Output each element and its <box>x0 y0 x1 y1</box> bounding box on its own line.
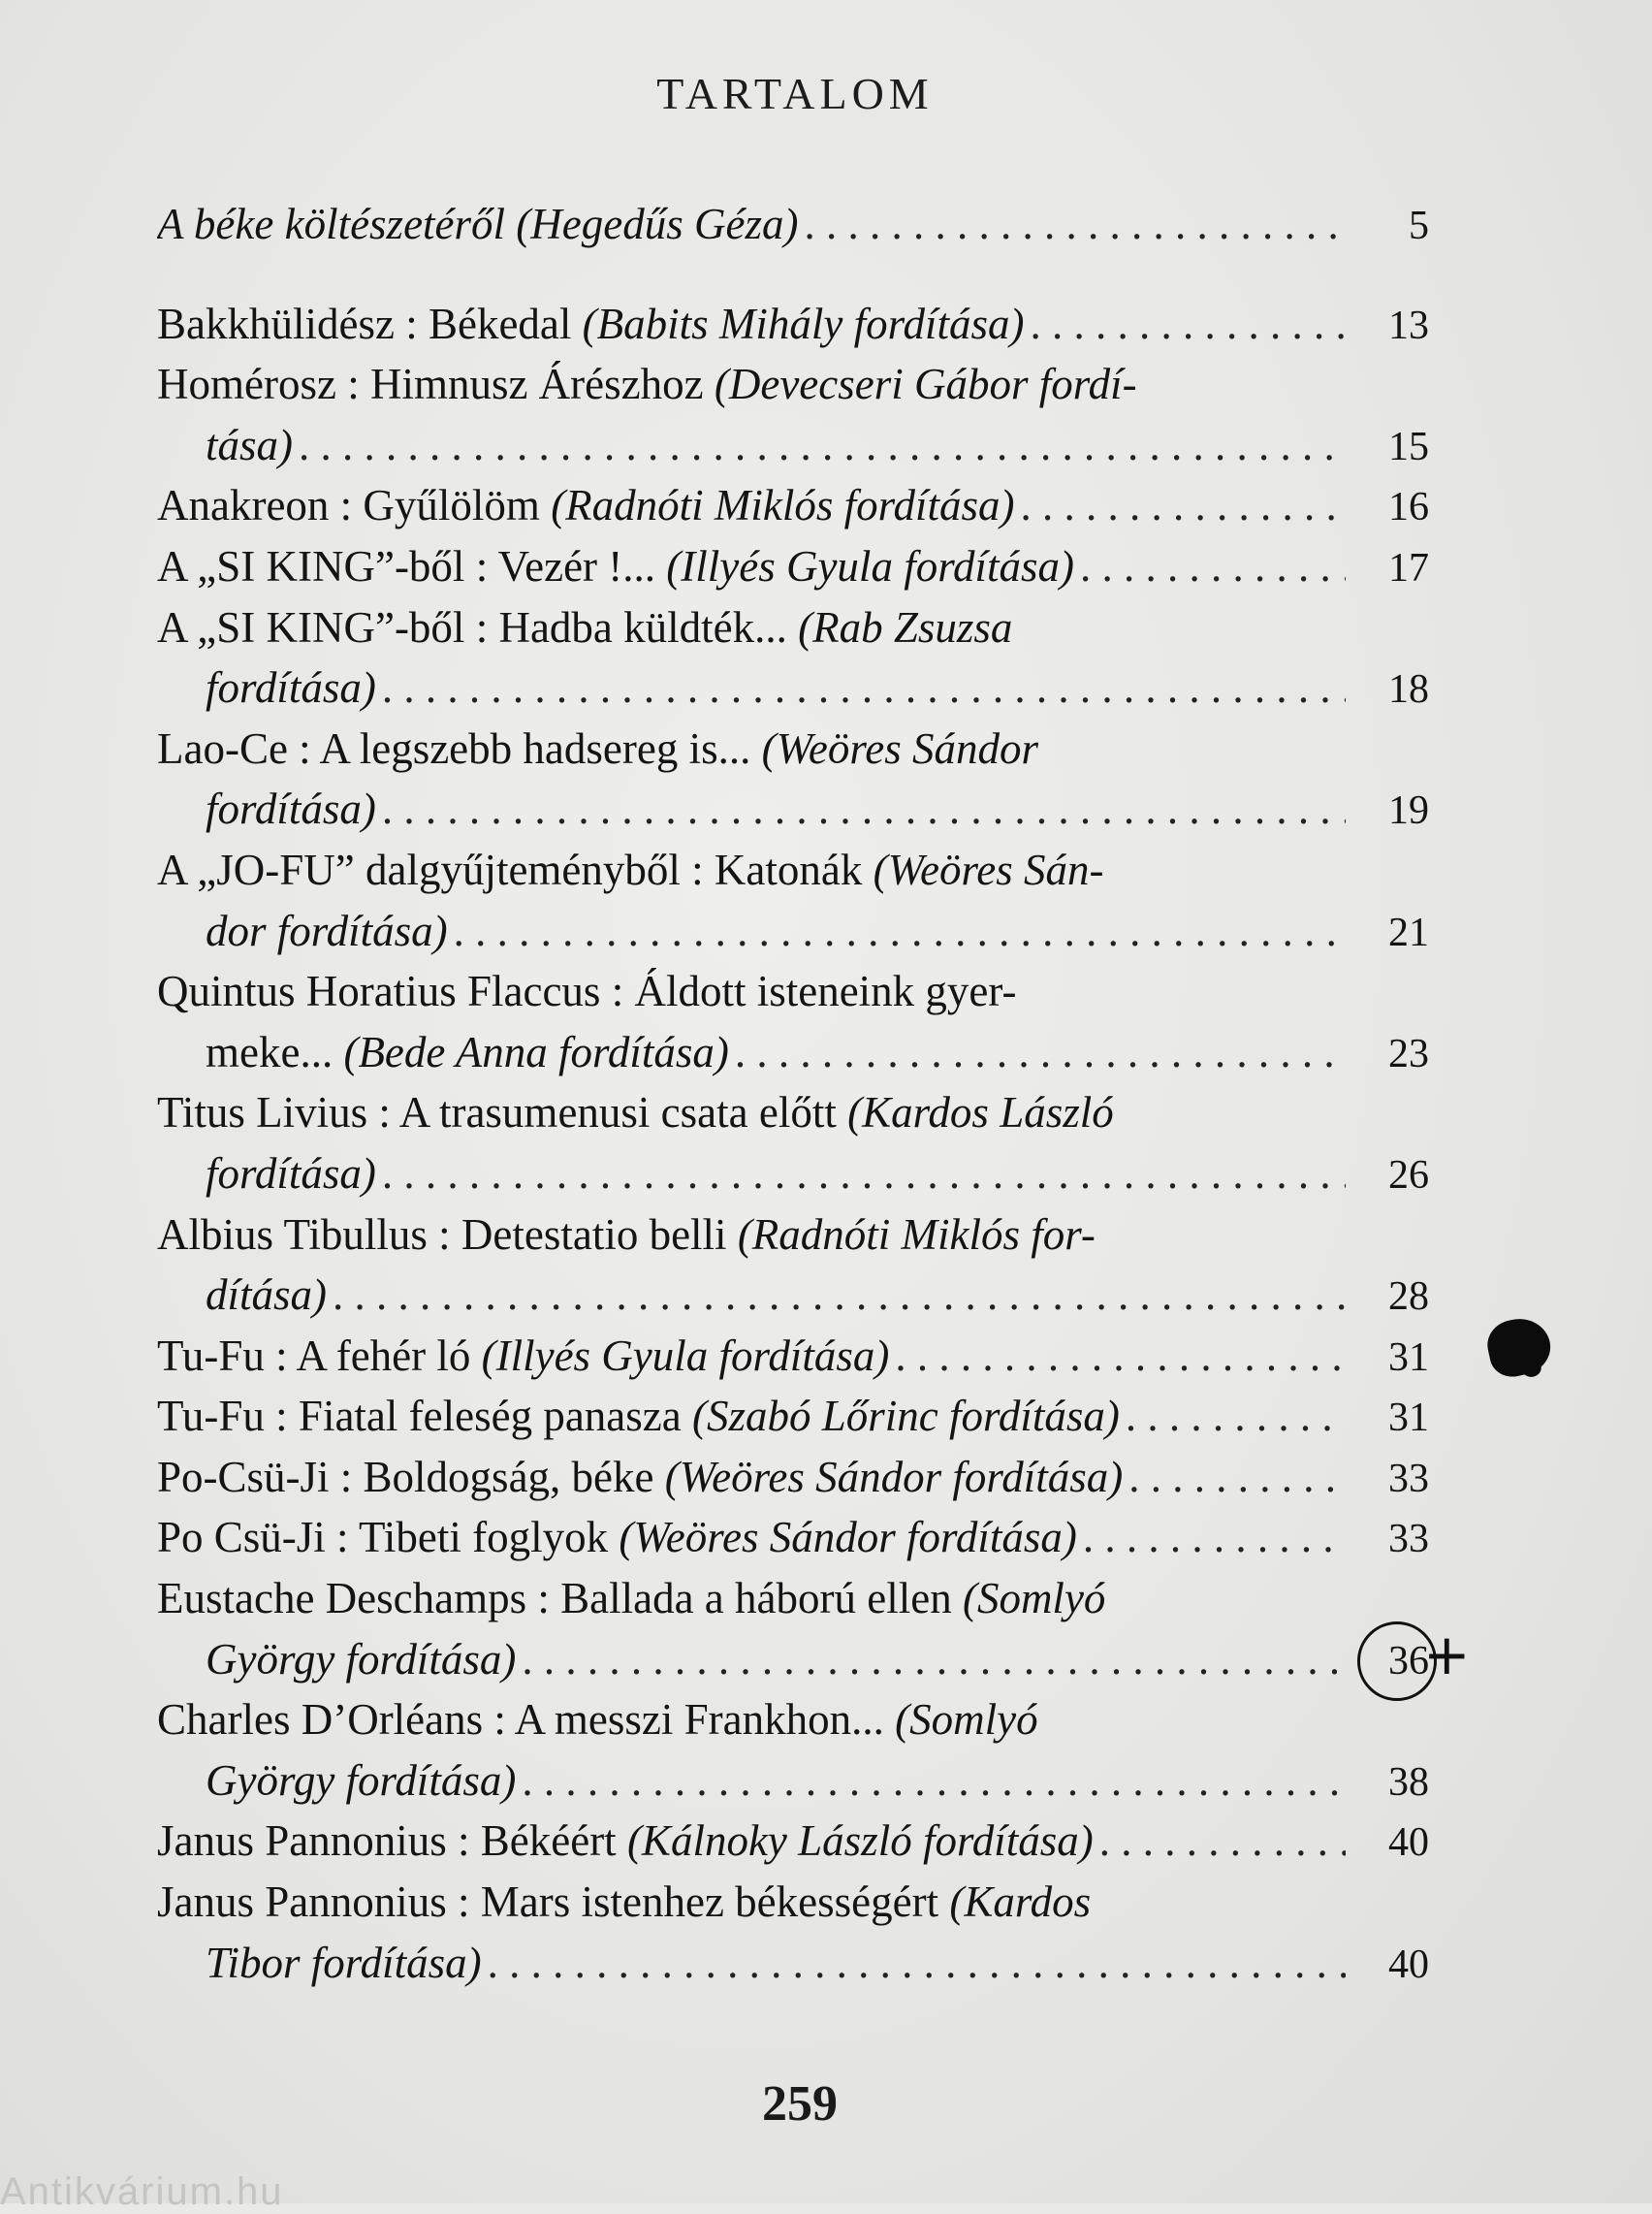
toc-translator-text: (Szabó Lőrinc fordítása) <box>691 1392 1120 1441</box>
toc-translator-text: fordítása) <box>206 663 376 713</box>
toc-page-number: 26 <box>1388 1152 1429 1198</box>
toc-entry <box>157 194 1429 255</box>
toc-page-number: 16 <box>1388 485 1429 530</box>
toc-entry <box>157 597 1429 719</box>
toc-translator-text: (Illyés Gyula fordítása) <box>666 541 1075 591</box>
toc-title-text: Anakreon : Gyűlölöm <box>157 481 552 530</box>
toc-line <box>157 779 1429 840</box>
toc-title-text: A „SI KING”-ből : Hadba küldték... <box>157 602 799 652</box>
toc-line <box>157 475 1429 536</box>
toc-translator-text: (Radnóti Miklós for- <box>737 1209 1096 1259</box>
toc-translator-text: (Kálnoky László fordítása) <box>626 1816 1094 1866</box>
toc-entry <box>157 294 1429 355</box>
toc-page-number: 38 <box>1388 1759 1429 1805</box>
toc-line-text <box>206 415 293 476</box>
toc-line <box>157 1689 1429 1750</box>
dot-leader <box>804 194 1346 255</box>
toc-translator-text: (Kardos <box>949 1877 1092 1927</box>
toc-page-number: 5 <box>1409 204 1429 248</box>
toc-translator-text: (Weöres Sán- <box>873 845 1104 894</box>
dot-leader <box>1030 294 1346 355</box>
toc-entry <box>157 840 1429 961</box>
toc-page-number: 33 <box>1388 1517 1429 1562</box>
toc-line-text <box>157 840 1346 901</box>
toc-line <box>157 1872 1429 1933</box>
toc-line-text <box>206 779 376 840</box>
dot-leader <box>454 901 1346 962</box>
toc-page-number: 31 <box>1388 1334 1429 1380</box>
dot-leader <box>382 1143 1346 1204</box>
toc-translator-text: tása) <box>206 420 293 469</box>
toc-line-text <box>157 1872 1346 1933</box>
watermark: Antikvárium.hu <box>0 2170 284 2213</box>
toc-translator-text: dítása) <box>206 1270 328 1320</box>
toc-page-number: 21 <box>1388 910 1429 955</box>
toc-translator-text: fordítása) <box>206 785 376 834</box>
toc-line <box>157 536 1429 597</box>
toc-title-text: A „JO-FU” dalgyűjteményből : Katonák <box>157 845 874 894</box>
toc-title-text: Tu-Fu : Fiatal feleség panasza <box>157 1392 692 1441</box>
toc-page-number: 40 <box>1388 1820 1429 1866</box>
toc-title-text: Albius Tibullus : Detestatio belli <box>157 1209 738 1259</box>
toc-title-text: meke... <box>206 1027 344 1076</box>
toc-line-text <box>157 597 1346 658</box>
toc-line-text <box>157 1811 1094 1872</box>
toc-line <box>157 961 1429 1022</box>
toc-translator-text: (Devecseri Gábor fordí- <box>714 360 1137 409</box>
toc-translator-text: (Kardos László <box>847 1088 1114 1138</box>
toc-line-text <box>157 1568 1346 1629</box>
toc-entry <box>157 719 1429 840</box>
toc-line-text <box>157 536 1074 597</box>
toc-line <box>157 1568 1429 1629</box>
toc-page-number: 17 <box>1388 545 1429 591</box>
toc-line <box>157 1750 1429 1812</box>
toc-title-text: Po-Csü-Ji : Boldogság, béke <box>157 1452 665 1501</box>
toc-line <box>157 901 1429 962</box>
toc-page-number: 23 <box>1388 1031 1429 1076</box>
toc-line-text <box>206 1022 729 1083</box>
toc-entry <box>157 1872 1429 1993</box>
toc-line-text <box>157 1386 1120 1447</box>
toc-line-text <box>157 1326 889 1387</box>
toc-translator-text: fordítása) <box>206 1148 376 1198</box>
table-of-contents <box>157 194 1429 1993</box>
toc-translator-text: (Rab Zsuzsa <box>798 602 1013 652</box>
toc-entry <box>157 475 1429 536</box>
toc-page-number: 18 <box>1388 667 1429 713</box>
toc-translator-text: (Somlyó <box>962 1574 1106 1623</box>
toc-line-text <box>157 961 1346 1022</box>
dot-leader <box>735 1022 1346 1083</box>
handwritten-plus-mark: + <box>1423 1621 1471 1687</box>
toc-line <box>157 1326 1429 1387</box>
toc-line <box>157 354 1429 415</box>
toc-line-text <box>157 1507 1077 1568</box>
toc-page-number: 31 <box>1388 1396 1429 1441</box>
toc-entry <box>157 1689 1429 1811</box>
toc-line-text <box>206 901 448 962</box>
dot-leader <box>333 1265 1346 1326</box>
toc-line-text <box>206 1750 516 1812</box>
toc-line <box>157 415 1429 476</box>
toc-page-number: 33 <box>1388 1456 1429 1501</box>
toc-translator-text: (Illyés Gyula fordítása) <box>481 1331 890 1380</box>
toc-entry <box>157 536 1429 597</box>
toc-entry <box>157 1811 1429 1872</box>
toc-line-text <box>157 1689 1346 1750</box>
toc-line-text <box>157 354 1346 415</box>
toc-translator-text: György fordítása) <box>206 1634 517 1684</box>
toc-line <box>157 1507 1429 1568</box>
toc-line <box>157 1143 1429 1204</box>
toc-line-text <box>206 1265 327 1326</box>
toc-line-text <box>206 1143 376 1204</box>
toc-line <box>157 1811 1429 1872</box>
page-title: TARTALOM <box>656 69 934 118</box>
dot-leader <box>299 415 1346 476</box>
toc-entry <box>157 1386 1429 1447</box>
dot-leader <box>1021 475 1347 536</box>
dot-leader <box>522 1750 1346 1812</box>
dot-leader <box>1128 1447 1346 1508</box>
toc-entry <box>157 354 1429 475</box>
toc-title-text: Lao-Ce : A legszebb hadsereg is... <box>157 723 762 773</box>
toc-page-number: 28 <box>1388 1274 1429 1320</box>
toc-title-text: Homérosz : Himnusz Árészhoz <box>157 360 715 409</box>
dot-leader <box>1099 1811 1346 1872</box>
toc-title-text: A „SI KING”-ből : Vezér !... <box>157 541 667 591</box>
toc-line-text <box>157 294 1024 355</box>
dot-leader <box>1080 536 1346 597</box>
dot-leader <box>382 779 1346 840</box>
toc-title-text: Eustache Deschamps : Ballada a háború ellen <box>157 1574 963 1623</box>
toc-line-text <box>157 719 1346 780</box>
toc-entry <box>157 1326 1429 1387</box>
toc-line <box>157 1204 1429 1266</box>
toc-title-text: Po Csü-Ji : Tibeti foglyok <box>157 1513 620 1562</box>
toc-translator-text: Tibor fordítása) <box>206 1938 482 1987</box>
toc-line-text <box>157 1082 1346 1143</box>
toc-entry <box>157 1082 1429 1203</box>
toc-translator-text: (Weöres Sándor fordítása) <box>664 1452 1124 1501</box>
toc-translator-text: (Radnóti Miklós fordítása) <box>551 481 1015 530</box>
dot-leader <box>522 1629 1346 1690</box>
toc-line <box>157 1629 1429 1690</box>
toc-line-text <box>206 658 376 719</box>
toc-translator-text: dor fordítása) <box>206 906 448 955</box>
toc-line <box>157 658 1429 719</box>
dot-leader <box>1126 1386 1346 1447</box>
toc-page-number: 40 <box>1388 1941 1429 1987</box>
ink-blot <box>1483 1313 1556 1381</box>
toc-page-number: 19 <box>1388 788 1429 834</box>
toc-line-text <box>157 1447 1123 1508</box>
dot-leader <box>382 658 1346 719</box>
toc-title-text: Bakkhülidész : Békedal <box>157 299 583 348</box>
toc-line <box>157 1265 1429 1326</box>
toc-line-text <box>206 1933 482 1994</box>
toc-line-text <box>157 475 1015 536</box>
toc-line-text <box>157 1204 1346 1266</box>
toc-line <box>157 1082 1429 1143</box>
toc-page-number: 36 <box>1388 1638 1429 1684</box>
toc-title-text: Tu-Fu : A fehér ló <box>157 1331 482 1380</box>
toc-line-text <box>206 1629 516 1690</box>
toc-entry <box>157 1568 1429 1689</box>
toc-line <box>157 1933 1429 1994</box>
dot-leader <box>895 1326 1346 1387</box>
toc-line <box>157 294 1429 355</box>
toc-line <box>157 1386 1429 1447</box>
toc-translator-text: (Weöres Sándor fordítása) <box>619 1513 1077 1562</box>
toc-title-text: Quintus Horatius Flaccus : Áldott isteneink gyer- <box>157 967 1017 1016</box>
dot-leader <box>488 1933 1346 1994</box>
toc-translator-text: (Bede Anna fordítása) <box>343 1027 729 1076</box>
toc-title-text: A béke költészetéről (Hegedűs Géza) <box>157 200 799 248</box>
toc-title-text: Janus Pannonius : Békéért <box>157 1816 627 1866</box>
toc-entry <box>157 961 1429 1082</box>
dot-leader <box>1083 1507 1346 1568</box>
toc-entry <box>157 1204 1429 1326</box>
toc-title-text: Janus Pannonius : Mars istenhez békességért <box>157 1877 950 1927</box>
toc-page-number: 13 <box>1388 303 1429 348</box>
toc-line <box>157 597 1429 658</box>
toc-line <box>157 1022 1429 1083</box>
page-number: 259 <box>762 2076 838 2132</box>
toc-line-text <box>157 194 798 255</box>
toc-line <box>157 1447 1429 1508</box>
toc-title-text: Charles D’Orléans : A messzi Frankhon... <box>157 1695 896 1745</box>
toc-translator-text: (Weöres Sándor <box>761 723 1038 773</box>
toc-page-number: 15 <box>1388 424 1429 469</box>
toc-line <box>157 719 1429 780</box>
toc-entry <box>157 1507 1429 1568</box>
toc-line <box>157 194 1429 255</box>
toc-translator-text: (Babits Mihály fordítása) <box>582 299 1025 348</box>
toc-entry <box>157 1447 1429 1508</box>
toc-translator-text: György fordítása) <box>206 1755 517 1805</box>
toc-line <box>157 840 1429 901</box>
toc-translator-text: (Somlyó <box>895 1695 1038 1745</box>
toc-title-text: Titus Livius : A trasumenusi csata előtt <box>157 1088 848 1138</box>
